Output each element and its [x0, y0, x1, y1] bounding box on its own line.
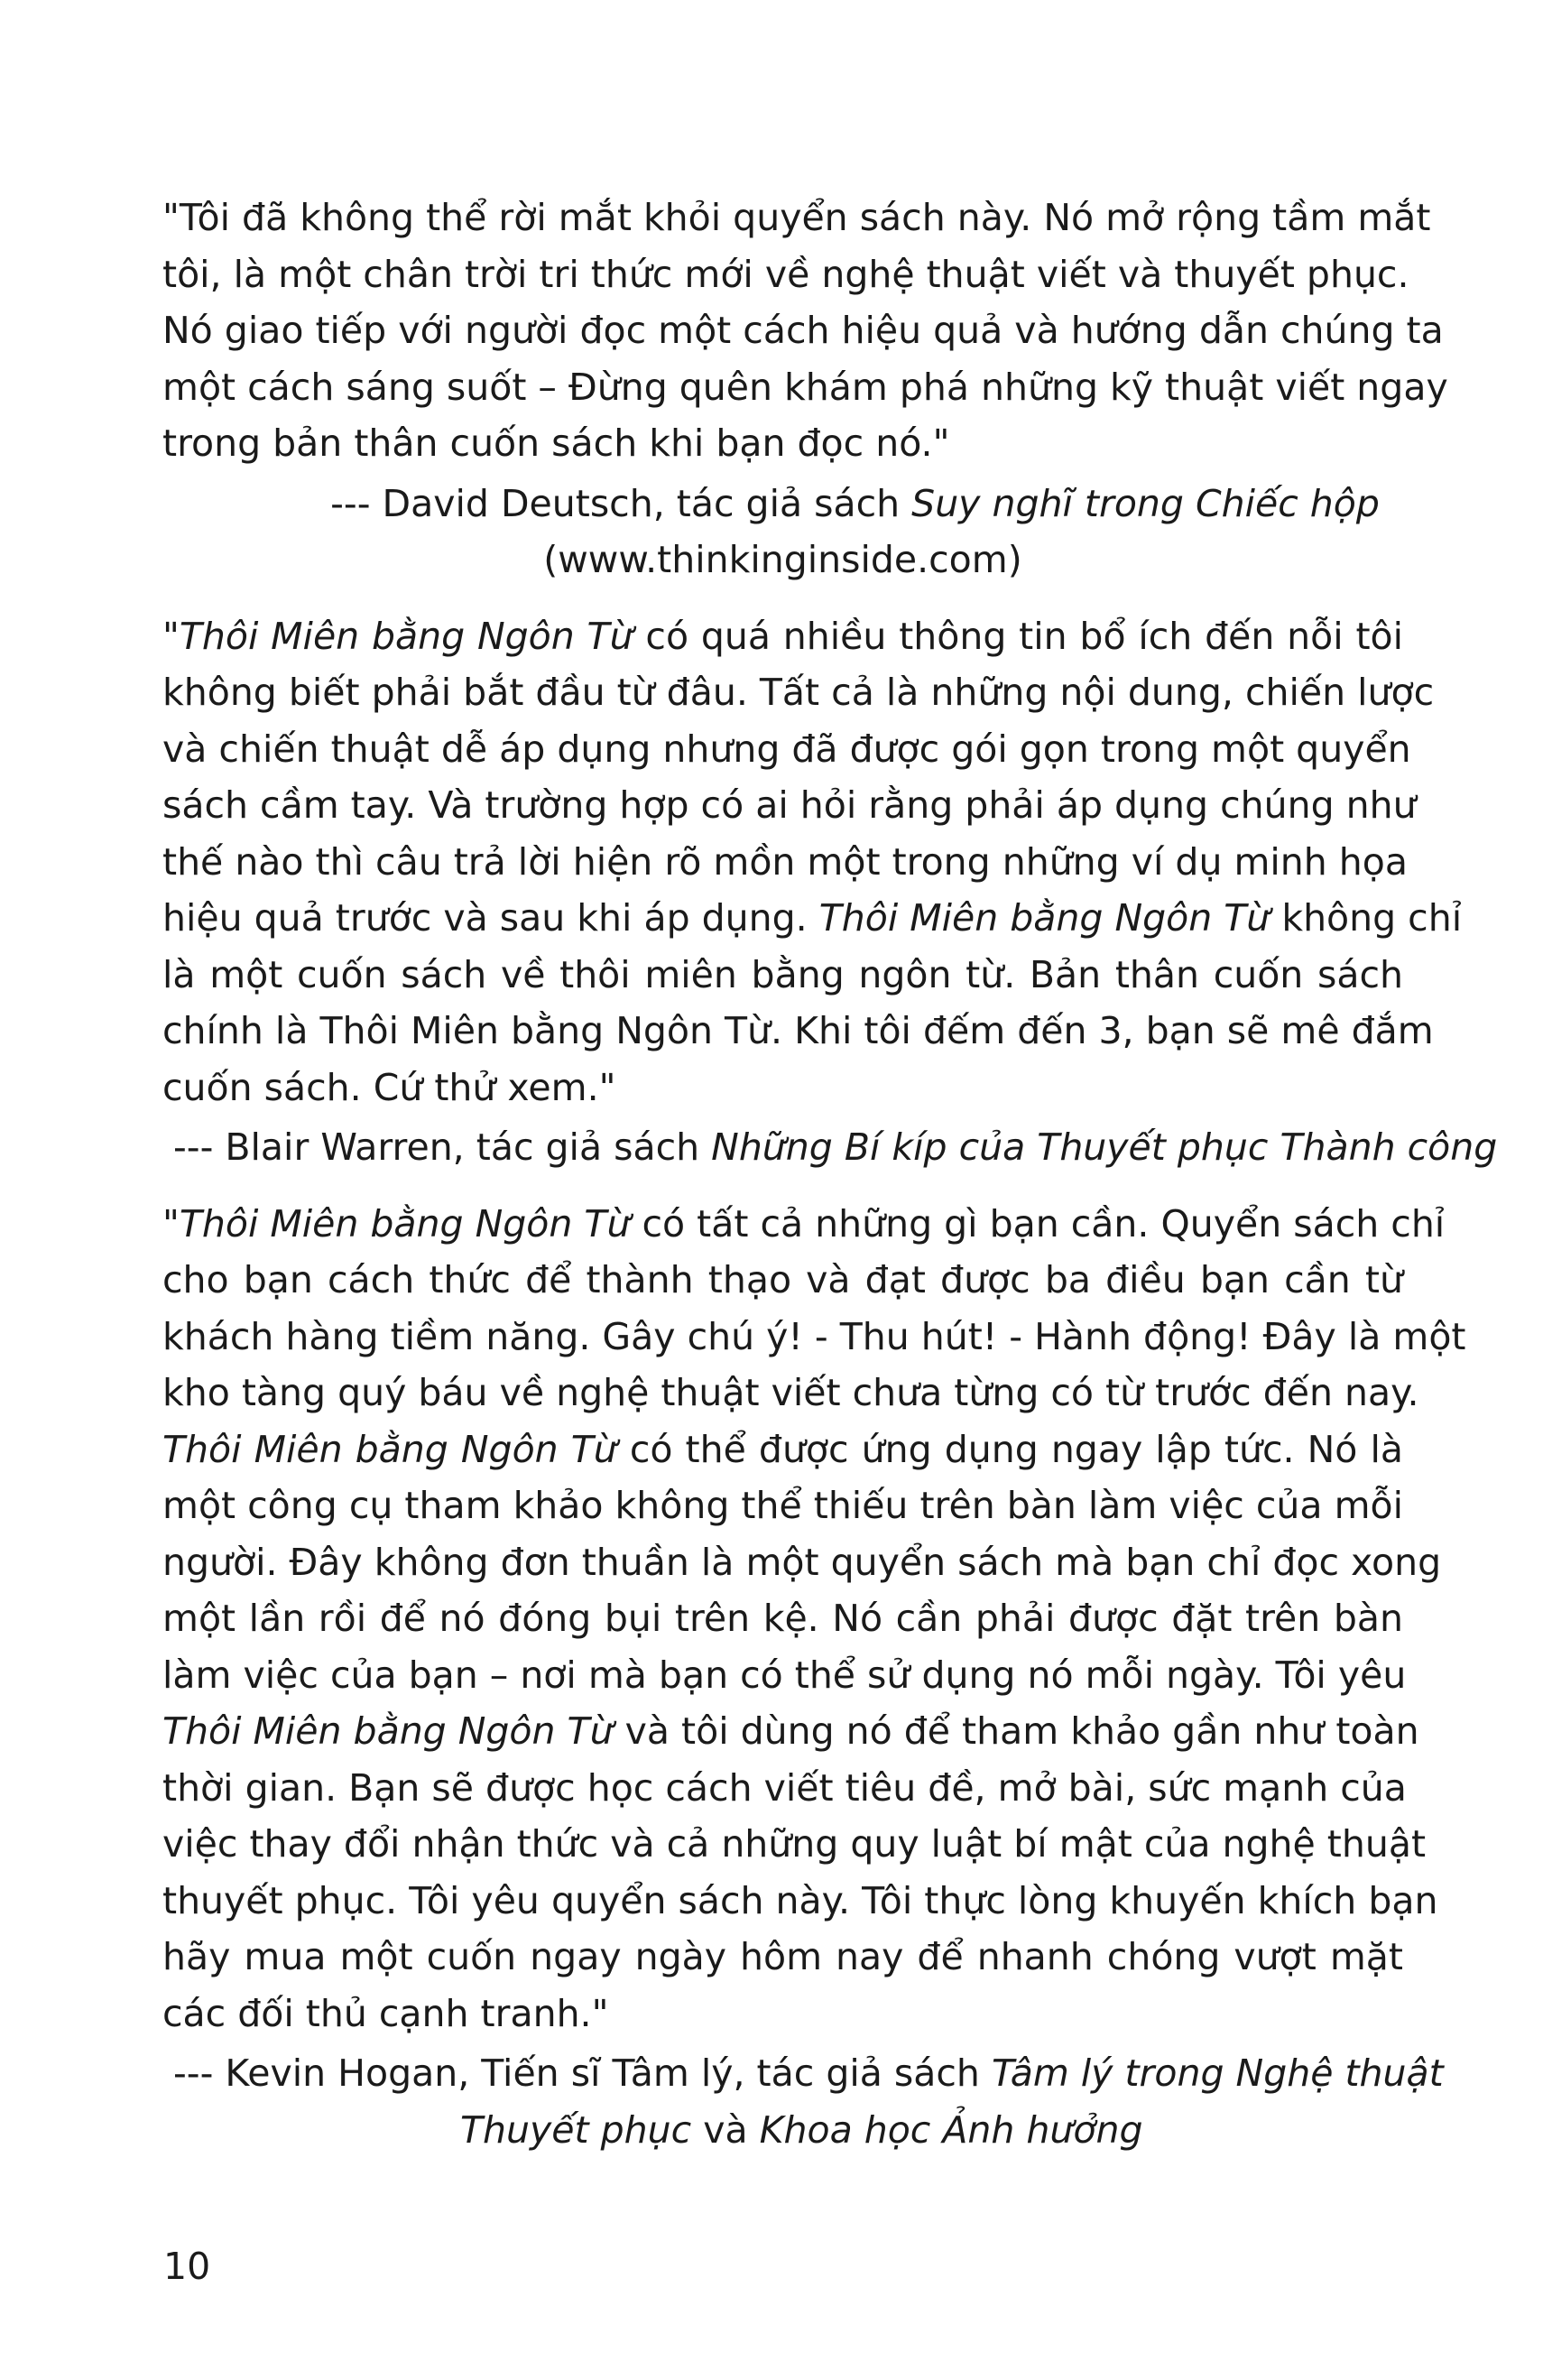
- text-line: [162, 834, 1408, 891]
- attr-segment: --- Blair Warren, tác giả sách: [173, 1125, 712, 1169]
- body-segment: hãy mua một cuốn ngay ngày hôm nay để nhanh chóng vượt mặt: [162, 1935, 1403, 1978]
- text-line: [162, 1590, 1403, 1647]
- body-segment: một cách sáng suốt – Đừng quên khám phá những kỹ thuật viết ngay: [162, 365, 1448, 409]
- body-segment: và tôi dùng nó để tham khảo gần như toàn: [613, 1709, 1419, 1753]
- page-number: 10: [163, 2245, 211, 2288]
- text-line: [162, 721, 1411, 778]
- quote-2-attribution: [162, 1119, 1498, 1176]
- attribution-line: [162, 532, 1403, 588]
- attr-segment: (www.thinkinginside.com): [543, 538, 1022, 581]
- text-line: [162, 1196, 1446, 1253]
- text-line: [162, 1003, 1434, 1060]
- body-segment: không chỉ: [1270, 896, 1463, 940]
- text-line: [162, 1929, 1403, 1986]
- attribution-line: [162, 2102, 1403, 2159]
- attribution-line: [162, 2045, 1444, 2102]
- body-segment: sách cầm tay. Và trường hợp có ai hỏi rằng phải áp dụng chúng như: [162, 783, 1417, 827]
- body-segment: khách hàng tiềm năng. Gây chú ý! - Thu hút! - Hành động! Đây là một: [162, 1314, 1466, 1358]
- body-segment: hiệu quả trước và sau khi áp dụng.: [162, 896, 819, 940]
- text-line: [162, 890, 1463, 947]
- quote-2-body: [162, 608, 1463, 1116]
- quote-3-attribution: [162, 2045, 1444, 2158]
- text-line: [162, 777, 1417, 834]
- attr-segment: Tâm lý trong Nghệ thuật: [991, 2051, 1444, 2095]
- attr-segment: Những Bí kíp của Thuyết phục Thành công: [711, 1125, 1498, 1169]
- quote-1-body: [162, 190, 1448, 472]
- body-segment: thuyết phục. Tôi yêu quyển sách này. Tôi thực lòng khuyến khích bạn: [162, 1878, 1438, 1922]
- body-segment: Thôi Miên bằng Ngôn Từ: [162, 1709, 614, 1753]
- body-segment: thời gian. Bạn sẽ được học cách viết tiêu đề, mở bài, sức mạnh của: [162, 1765, 1407, 1810]
- attribution-line: [162, 476, 1403, 532]
- body-segment: không biết phải bắt đầu từ đâu. Tất cả là những nội dung, chiến lược: [162, 671, 1435, 714]
- page-content: [162, 190, 1498, 2158]
- attr-segment: --- Kevin Hogan, Tiến sĩ Tâm lý, tác giả sách: [173, 2051, 992, 2095]
- text-line: [162, 1703, 1419, 1760]
- text-line: [162, 1252, 1403, 1309]
- body-segment: thế nào thì câu trả lời hiện rõ mồn một trong những ví dụ minh họa: [162, 839, 1408, 884]
- body-segment: là một cuốn sách về thôi miên bằng ngôn từ. Bản thân cuốn sách: [162, 952, 1403, 996]
- attr-segment: Khoa học Ảnh hưởng: [759, 2107, 1143, 2152]
- text-line: [162, 1309, 1466, 1366]
- quote-1-attribution: [162, 476, 1403, 588]
- text-line: [162, 415, 1403, 472]
- body-segment: trong bản thân cuốn sách khi bạn đọc nó.": [162, 421, 950, 465]
- text-line: [162, 1477, 1403, 1534]
- text-line: [162, 1422, 1403, 1478]
- text-line: [162, 302, 1444, 359]
- text-line: [162, 190, 1431, 246]
- text-line: [162, 1060, 1403, 1116]
- body-segment: Thôi Miên bằng Ngôn Từ: [162, 1427, 617, 1471]
- attr-segment: Suy nghĩ trong Chiếc hộp: [911, 481, 1380, 525]
- body-segment: có thể được ứng dụng ngay lập tức. Nó là: [616, 1427, 1403, 1471]
- body-segment: một công cụ tham khảo không thể thiếu trên bàn làm việc của mỗi: [162, 1484, 1403, 1527]
- body-segment: có quá nhiều thông tin bổ ích đến nỗi tôi: [633, 614, 1403, 658]
- text-line: [162, 1816, 1427, 1873]
- body-segment: cuốn sách. Cứ thử xem.": [162, 1065, 616, 1109]
- text-line: [162, 1365, 1419, 1422]
- attribution-line: [162, 1119, 1498, 1176]
- body-segment: Nó giao tiếp với người đọc một cách hiệu quả và hướng dẫn chúng ta: [162, 309, 1444, 352]
- text-line: [162, 1534, 1442, 1591]
- text-line: [162, 1647, 1407, 1704]
- body-segment: kho tàng quý báu về nghệ thuật viết chưa từng có từ trước đến nay.: [162, 1371, 1419, 1414]
- quote-3-body: [162, 1196, 1466, 2042]
- text-line: [162, 947, 1403, 1004]
- body-segment: tôi, là một chân trời tri thức mới về nghệ thuật viết và thuyết phục.: [162, 252, 1409, 296]
- text-line: [162, 608, 1403, 665]
- text-line: [162, 1760, 1407, 1817]
- body-segment: "Tôi đã không thể rời mắt khỏi quyển sách này. Nó mở rộng tầm mắt: [162, 196, 1431, 239]
- attr-segment: Thuyết phục: [460, 2107, 692, 2152]
- body-segment: "Thôi Miên bằng Ngôn Từ: [162, 1201, 631, 1246]
- body-segment: các đối thủ cạnh tranh.": [162, 1991, 609, 2035]
- body-segment: và chiến thuật dễ áp dụng nhưng đã được gói gọn trong một quyển: [162, 727, 1411, 771]
- body-segment: một lần rồi để nó đóng bụi trên kệ. Nó cần phải được đặt trên bàn: [162, 1597, 1403, 1640]
- body-segment: việc thay đổi nhận thức và cả những quy luật bí mật của nghệ thuật: [162, 1822, 1427, 1866]
- body-segment: cho bạn cách thức để thành thạo và đạt được ba điều bạn cần từ: [162, 1258, 1403, 1301]
- text-line: [162, 1873, 1438, 1930]
- text-line: [162, 664, 1435, 721]
- text-line: [162, 1986, 1403, 2042]
- attr-segment: và: [691, 2107, 760, 2152]
- body-segment: có tất cả những gì bạn cần. Quyển sách chỉ: [630, 1201, 1446, 1246]
- text-line: [162, 246, 1409, 303]
- body-segment: người. Đây không đơn thuần là một quyển sách mà bạn chỉ đọc xong: [162, 1540, 1442, 1584]
- attr-segment: --- David Deutsch, tác giả sách: [330, 481, 912, 525]
- body-segment: "Thôi Miên bằng Ngôn Từ: [162, 614, 633, 658]
- body-segment: Thôi Miên bằng Ngôn Từ: [818, 896, 1270, 940]
- text-line: [162, 359, 1448, 416]
- body-segment: làm việc của bạn – nơi mà bạn có thể sử dụng nó mỗi ngày. Tôi yêu: [162, 1653, 1407, 1697]
- body-segment: chính là Thôi Miên bằng Ngôn Từ. Khi tôi đếm đến 3, bạn sẽ mê đắm: [162, 1009, 1434, 1052]
